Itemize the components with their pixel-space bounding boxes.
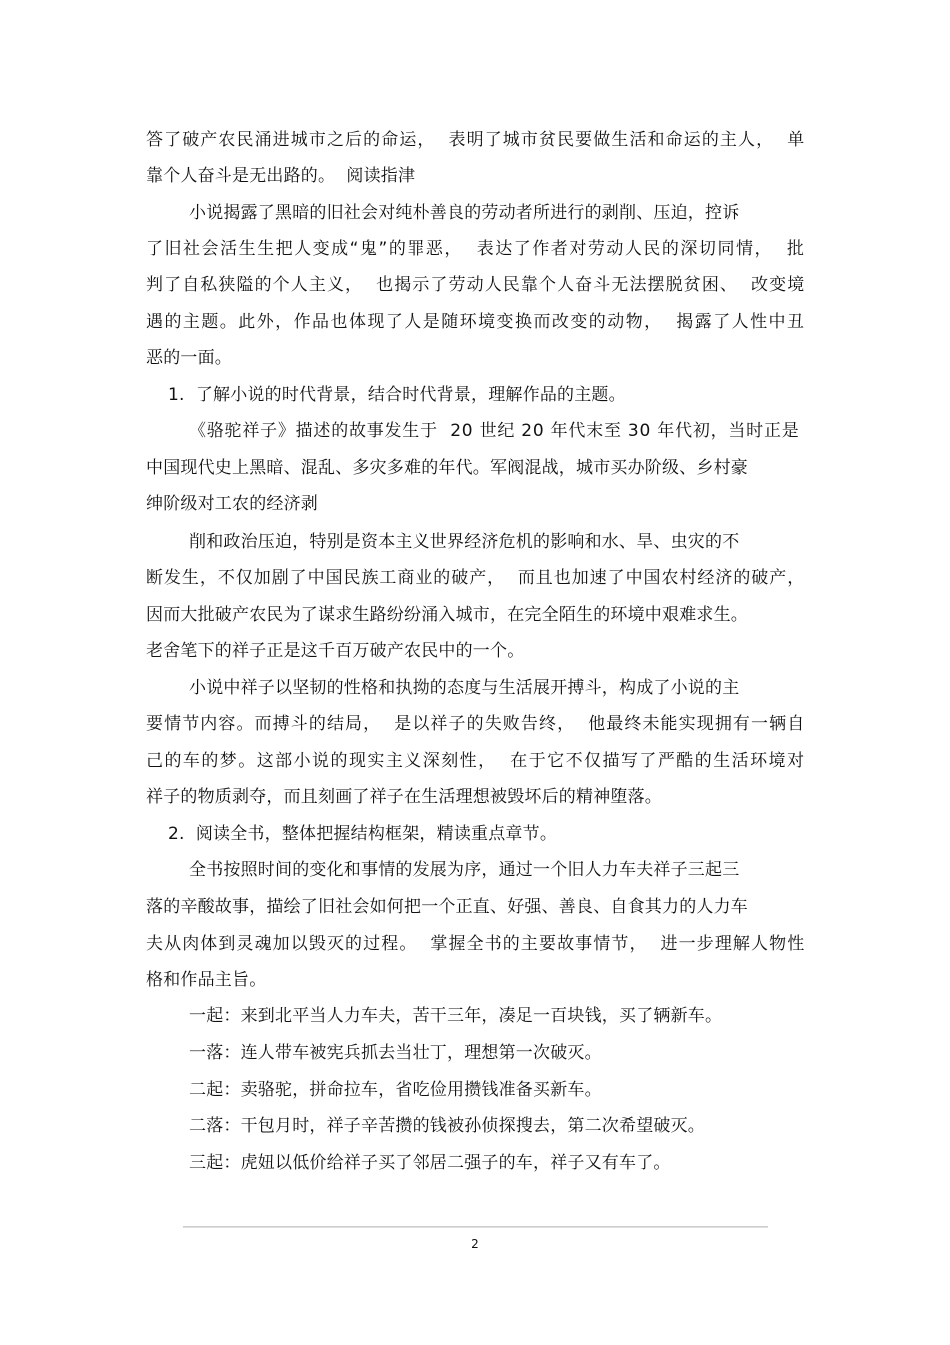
- text-line: 小说中祥子以坚韧的性格和执拗的态度与生活展开搏斗，构成了小说的主: [189, 678, 740, 698]
- page-number: 2: [471, 1237, 479, 1251]
- text-line: 二落：干包月时，祥子辛苦攒的钱被孙侦探搜去，第二次希望破灭。: [189, 1116, 705, 1136]
- text-line: 削和政治压迫，特别是资本主义世界经济危机的影响和水、旱、虫灾的不: [189, 532, 740, 552]
- text-line: 了旧社会活生生把人变成“鬼”的罪恶， 表达了作者对劳动人民的深切同情， 批: [146, 239, 806, 259]
- text-line: 全书按照时间的变化和事情的发展为序，通过一个旧人力车夫祥子三起三: [189, 860, 740, 880]
- text-line: 断发生，不仅加剧了中国民族工商业的破产， 而且也加速了中国农村经济的破产，: [146, 568, 806, 588]
- text-line: 落的辛酸故事，描绘了旧社会如何把一个正直、好强、善良、自食其力的人力车: [146, 897, 748, 917]
- text-line: 恶的一面。: [146, 348, 232, 368]
- text-line: 格和作品主旨。: [146, 970, 267, 990]
- text-line: 答了破产农民涌进城市之后的命运， 表明了城市贫民要做生活和命运的主人， 单: [146, 130, 806, 150]
- text-line: 祥子的物质剥夺，而且刻画了祥子在生活理想被毁坏后的精神堕落。: [146, 787, 662, 807]
- text-line: 己的车的梦。这部小说的现实主义深刻性， 在于它不仅描写了严酷的生活环境对: [146, 751, 806, 771]
- footer-rule: [183, 1226, 768, 1228]
- text-line: 三起：虎妞以低价给祥子买了邻居二强子的车，祥子又有车了。: [189, 1153, 671, 1173]
- text-line: 遇的主题。此外，作品也体现了人是随环境变换而改变的动物， 揭露了人性中丑: [146, 312, 806, 332]
- text-line: 小说揭露了黑暗的旧社会对纯朴善良的劳动者所进行的剥削、压迫，控诉: [189, 203, 740, 223]
- text-line: 一落：连人带车被宪兵抓去当壮丁，理想第一次破灭。: [189, 1043, 602, 1063]
- text-line: 一起：来到北平当人力车夫，苦干三年，凑足一百块钱，买了辆新车。: [189, 1006, 723, 1026]
- text-line: 因而大批破产农民为了谋求生路纷纷涌入城市，在完全陌生的环境中艰难求生。: [146, 605, 748, 625]
- text-line: 夫从肉体到灵魂加以毁灭的过程。 掌握全书的主要故事情节， 进一步理解人物性: [146, 934, 806, 954]
- text-line: 绅阶级对工农的经济剥: [146, 494, 318, 514]
- text-line: 要情节内容。而搏斗的结局， 是以祥子的失败告终， 他最终未能实现拥有一辆自: [146, 714, 806, 734]
- text-line: 《骆驼祥子》描述的故事发生于 20 世纪 20 年代末至 30 年代初，当时正是: [189, 421, 800, 441]
- text-line: 老舍笔下的祥子正是这千百万破产农民中的一个。: [146, 641, 525, 661]
- text-line: 判了自私狭隘的个人主义， 也揭示了劳动人民靠个人奋斗无法摆脱贫困、 改变境: [146, 275, 806, 295]
- text-line: 靠个人奋斗是无出路的。 阅读指津: [146, 166, 416, 186]
- text-line: 1. 了解小说的时代背景，结合时代背景，理解作品的主题。: [168, 385, 626, 405]
- text-line: 二起：卖骆驼，拼命拉车，省吃俭用攒钱准备买新车。: [189, 1080, 602, 1100]
- text-line: 中国现代史上黑暗、混乱、多灾多难的年代。军阀混战，城市买办阶级、乡村豪: [146, 458, 748, 478]
- text-line: 2. 阅读全书，整体把握结构框架，精读重点章节。: [168, 824, 558, 844]
